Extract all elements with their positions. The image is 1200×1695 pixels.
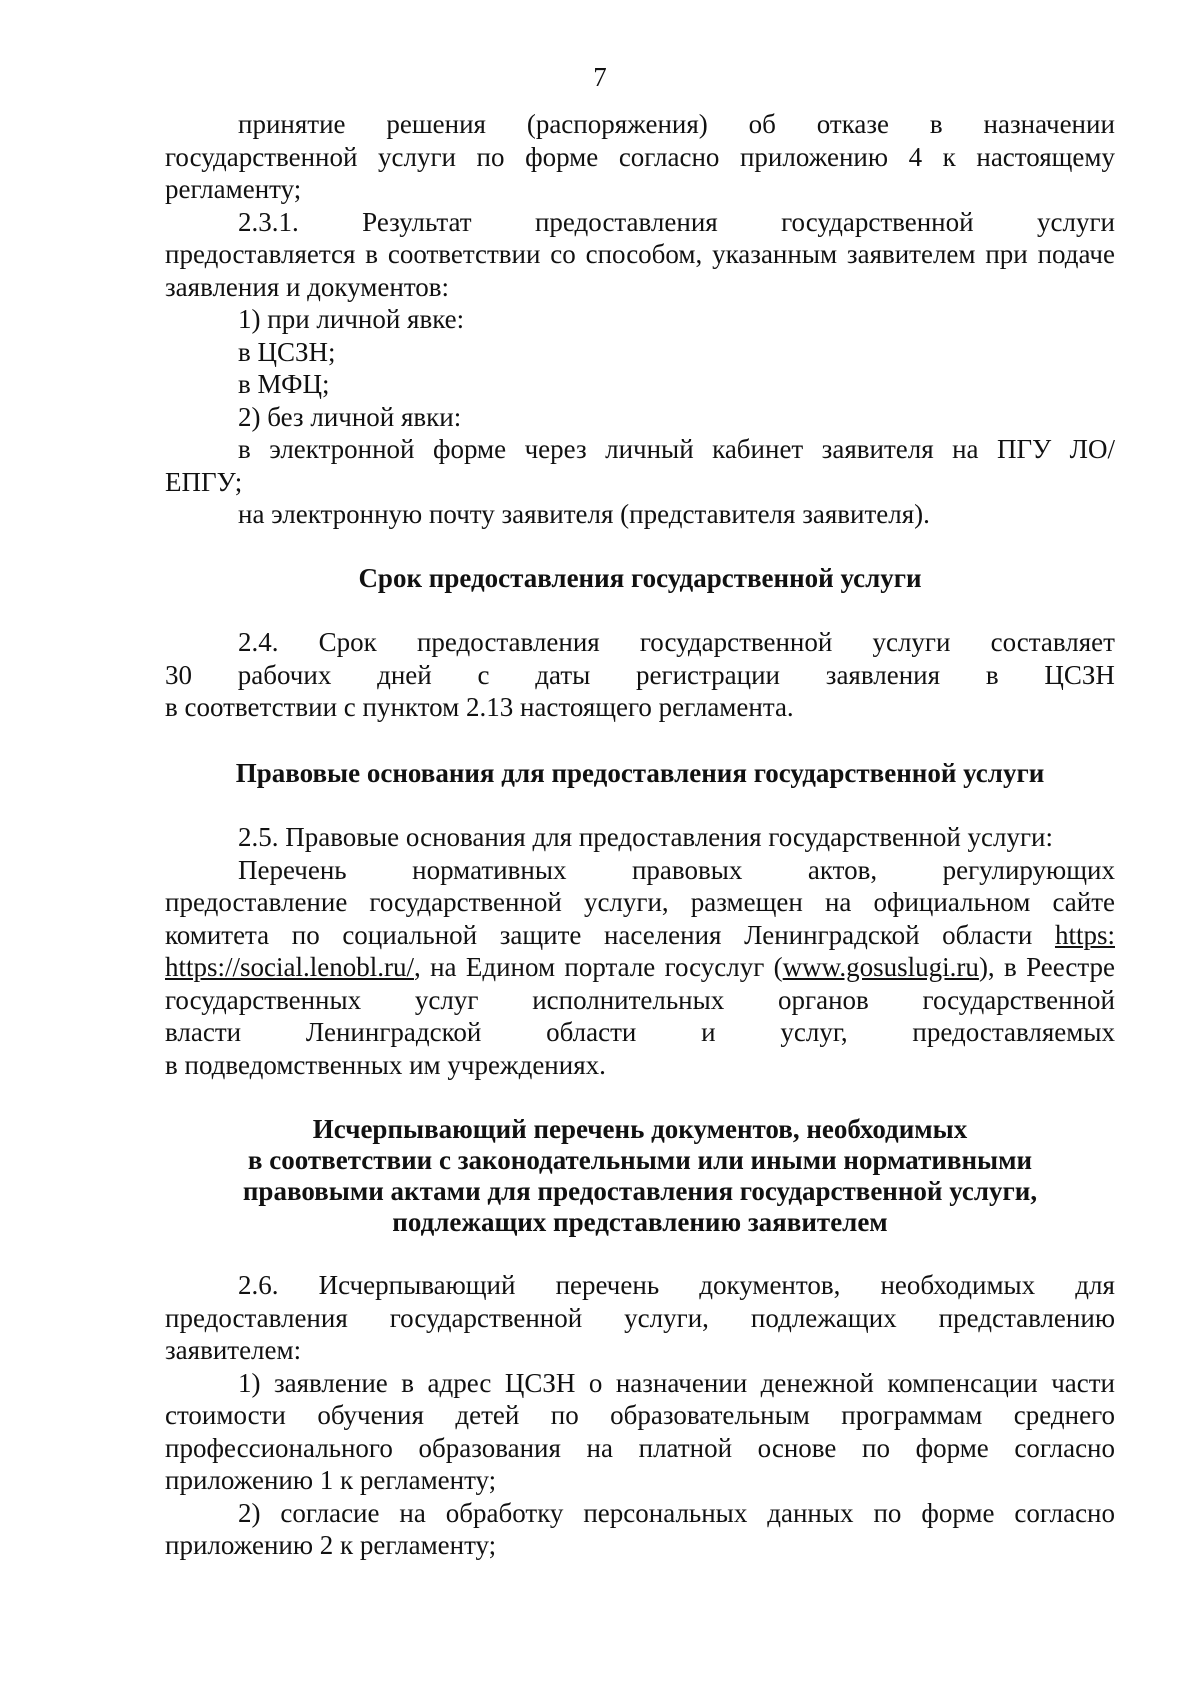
- word: об: [748, 109, 776, 139]
- word: решения: [386, 109, 486, 139]
- heading-line: подлежащих представлению заявителем: [392, 1207, 888, 1237]
- list-item: в электронной форме через личный кабинет заявителя на ПГУ ЛО/ЕПГУ;: [165, 434, 1115, 497]
- paragraph-2-5: [165, 821, 1115, 1081]
- link-social-lenobl[interactable]: https: https://social.lenobl.ru/: [165, 919, 1115, 982]
- heading-line: правовыми актами для предоставления государственной услуги,: [242, 1176, 1038, 1206]
- paragraph-line: [165, 1016, 1115, 1049]
- link-gosuslugi[interactable]: www.gosuslugi.ru: [782, 952, 979, 982]
- word: с: [477, 659, 490, 690]
- paragraph-2-3-1: [165, 206, 1115, 304]
- word: для: [1075, 1270, 1115, 1300]
- word: назначении: [983, 109, 1115, 139]
- paragraph-first-line: [165, 108, 1115, 141]
- word: Ленинградской: [305, 1017, 482, 1047]
- paragraph-first-line: [165, 206, 1115, 239]
- list-item: на электронную почту заявителя (представителя заявителя).: [238, 499, 930, 529]
- word: (распоряжения): [526, 109, 708, 139]
- word: государственной: [781, 206, 974, 237]
- word: правовых: [631, 854, 743, 885]
- text: , на Едином портале госуслуг (: [413, 952, 783, 982]
- paragraph-line: [165, 854, 1115, 887]
- word: предоставляемых: [912, 1017, 1115, 1047]
- paragraph-2-6: [165, 1269, 1115, 1562]
- word: регулирующих: [942, 854, 1115, 885]
- paragraph-2-4: [165, 626, 1115, 724]
- document-body: [165, 108, 1115, 1562]
- paragraph-first-line: [165, 626, 1115, 659]
- word: заявления: [825, 659, 941, 690]
- word: нормативных: [412, 854, 567, 885]
- word: в: [929, 109, 943, 139]
- word: регистрации: [636, 659, 780, 690]
- word: власти: [165, 1017, 242, 1047]
- heading-line: в соответствии с законодательными или иными нормативными: [247, 1145, 1033, 1175]
- paragraph-continuation: государственной услуги по форме согласно приложению 4 к настоящему регламенту;: [165, 141, 1115, 204]
- paragraph-continuation: предоставляется в соответствии со способом, указанным заявителем при подаче заявления и документов:: [165, 239, 1115, 302]
- list-item: в МФЦ;: [238, 369, 330, 399]
- section-heading-legal: Правовые основания для предоставления государственной услуги: [235, 757, 1045, 788]
- word: Срок: [318, 627, 377, 657]
- word: перечень: [555, 1270, 660, 1300]
- section-heading-term: Срок предоставления государственной услуги: [358, 562, 922, 593]
- word: необходимых: [880, 1270, 1036, 1300]
- word: актов,: [807, 854, 878, 885]
- word: предоставления: [416, 627, 600, 657]
- heading-line: Исчерпывающий перечень документов, необходимых: [312, 1114, 968, 1144]
- paragraph-line: [165, 659, 1115, 692]
- word: отказе: [816, 109, 890, 139]
- text: ), в Реестре государственных услуг исполнительных органов государственной: [165, 952, 1115, 1015]
- word: Перечень: [238, 854, 347, 885]
- list-item: 1) при личной явке:: [238, 304, 465, 334]
- paragraph-refusal-decision: [165, 108, 1115, 206]
- word: области: [546, 1017, 637, 1047]
- word: предоставления: [534, 206, 718, 237]
- word: 2.6.: [238, 1270, 279, 1300]
- paragraph-first-line: [165, 1269, 1115, 1302]
- paragraph-continuation: предоставления государственной услуги, подлежащих представлению заявителем:: [165, 1302, 1115, 1365]
- word: 30: [165, 659, 192, 690]
- word: документов,: [699, 1270, 841, 1300]
- word: и: [701, 1017, 716, 1047]
- list-item: 2) согласие на обработку персональных данных по форме согласно приложению 2 к регламенту;: [165, 1497, 1115, 1560]
- text: предоставление государственной услуги, размещен на официальном сайте комитета по социальной защите населения Ленинградской области: [165, 887, 1115, 950]
- word: дней: [377, 659, 432, 690]
- word: 2.3.1.: [238, 206, 299, 237]
- word: 2.4.: [238, 627, 279, 657]
- word: в: [985, 659, 999, 690]
- list-item: 1) заявление в адрес ЦСЗН о назначении денежной компенсации части стоимости обучения детей по образовательным программам среднего профессионального образования на платной основе по форме согласно приложению 1 к регламенту;: [165, 1367, 1115, 1495]
- paragraph-first-line: 2.5. Правовые основания для предоставления государственной услуги:: [238, 822, 1054, 852]
- paragraph-continuation: в подведомственных им учреждениях.: [165, 1049, 606, 1080]
- word: рабочих: [237, 659, 332, 690]
- word: Исчерпывающий: [318, 1270, 516, 1300]
- word: услуг,: [780, 1017, 848, 1047]
- list-item: 2) без личной явки:: [238, 401, 462, 432]
- paragraph-continuation: в соответствии с пунктом 2.13 настоящего регламента.: [165, 692, 794, 722]
- word: государственной: [639, 627, 833, 657]
- word: ЦСЗН: [1044, 659, 1115, 690]
- page-number: 7: [593, 62, 607, 92]
- word: услуги: [872, 627, 951, 657]
- list-item: в ЦСЗН;: [238, 336, 336, 367]
- word: даты: [535, 659, 591, 690]
- word: Результат: [362, 206, 472, 237]
- word: принятие: [238, 109, 346, 139]
- section-heading-documents: [165, 1114, 1115, 1238]
- word: услуги: [1037, 206, 1115, 237]
- paragraph-continuation: [165, 886, 1115, 1016]
- word: составляет: [990, 627, 1115, 657]
